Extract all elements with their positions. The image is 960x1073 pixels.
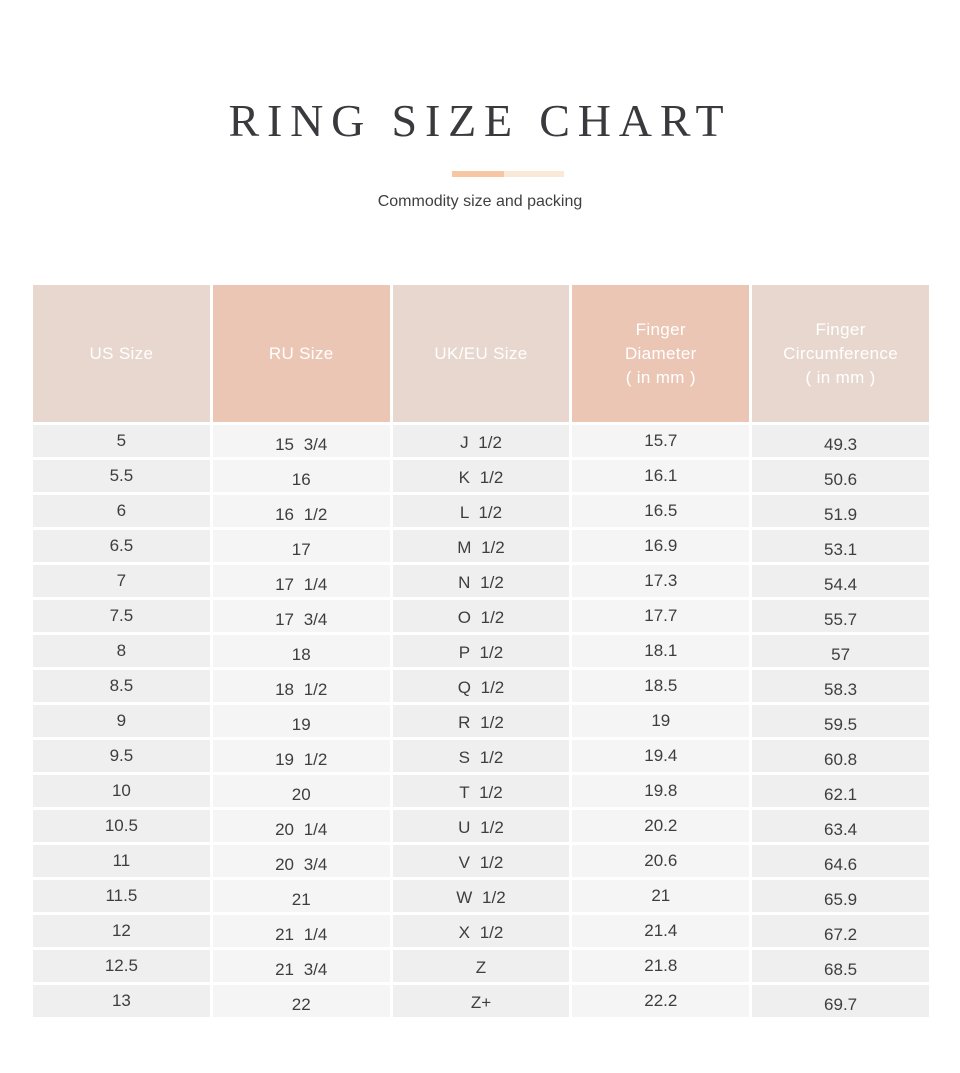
- table-cell: 20 1/4: [213, 810, 390, 842]
- table-cell: 18: [213, 635, 390, 667]
- table-cell: 20: [213, 775, 390, 807]
- table-cell: 17.3: [572, 565, 749, 597]
- table-cell: 58.3: [752, 670, 929, 702]
- divider-accent-right: [504, 171, 564, 177]
- table-cell: 9.5: [33, 740, 210, 772]
- page-subtitle: Commodity size and packing: [377, 193, 583, 210]
- table-cell: M 1/2: [393, 530, 570, 562]
- table-cell: 12.5: [33, 950, 210, 982]
- table-cell: 15 3/4: [213, 425, 390, 457]
- table-cell: 5.5: [33, 460, 210, 492]
- table-cell: 5: [33, 425, 210, 457]
- table-cell: 16.9: [572, 530, 749, 562]
- table-cell: 54.4: [752, 565, 929, 597]
- table-cell: 19.8: [572, 775, 749, 807]
- table-cell: 10: [33, 775, 210, 807]
- table-cell: W 1/2: [393, 880, 570, 912]
- table-cell: 50.6: [752, 460, 929, 492]
- column-header-us-size: US Size: [33, 285, 210, 422]
- table-body: [33, 425, 929, 1017]
- column-header-uk-eu-size: UK/EU Size: [393, 285, 570, 422]
- table-cell: K 1/2: [393, 460, 570, 492]
- table-cell: 10.5: [33, 810, 210, 842]
- table-cell: 18.1: [572, 635, 749, 667]
- column-header-finger-diameter: Finger Diameter ( in mm ): [572, 285, 749, 422]
- table-cell: 16.5: [572, 495, 749, 527]
- table-cell: 8: [33, 635, 210, 667]
- table-cell: X 1/2: [393, 915, 570, 947]
- table-cell: 12: [33, 915, 210, 947]
- table-cell: 67.2: [752, 915, 929, 947]
- table-cell: 65.9: [752, 880, 929, 912]
- table-cell: Z+: [393, 985, 570, 1017]
- table-cell: 6.5: [33, 530, 210, 562]
- table-cell: Z: [393, 950, 570, 982]
- table-cell: 16.1: [572, 460, 749, 492]
- table-cell: 49.3: [752, 425, 929, 457]
- table-cell: 19: [213, 705, 390, 737]
- title-divider: [452, 171, 564, 177]
- table-cell: 21 3/4: [213, 950, 390, 982]
- table-cell: Q 1/2: [393, 670, 570, 702]
- table-cell: 22: [213, 985, 390, 1017]
- table-cell: O 1/2: [393, 600, 570, 632]
- table-cell: 21: [572, 880, 749, 912]
- table-cell: 64.6: [752, 845, 929, 877]
- table-cell: R 1/2: [393, 705, 570, 737]
- table-cell: 16 1/2: [213, 495, 390, 527]
- table-cell: 13: [33, 985, 210, 1017]
- table-cell: 63.4: [752, 810, 929, 842]
- table-cell: 62.1: [752, 775, 929, 807]
- table-cell: 68.5: [752, 950, 929, 982]
- table-cell: 57: [752, 635, 929, 667]
- table-cell: 19.4: [572, 740, 749, 772]
- table-cell: 21: [213, 880, 390, 912]
- table-cell: 17.7: [572, 600, 749, 632]
- table-cell: 6: [33, 495, 210, 527]
- table-cell: 17: [213, 530, 390, 562]
- table-cell: 15.7: [572, 425, 749, 457]
- column-header-finger-circumference: Finger Circumference ( in mm ): [752, 285, 929, 422]
- table-cell: 59.5: [752, 705, 929, 737]
- divider-accent-left: [452, 171, 504, 177]
- table-cell: 21.8: [572, 950, 749, 982]
- table-cell: 21.4: [572, 915, 749, 947]
- table-cell: J 1/2: [393, 425, 570, 457]
- table-cell: 51.9: [752, 495, 929, 527]
- table-cell: 17 1/4: [213, 565, 390, 597]
- table-cell: 7: [33, 565, 210, 597]
- table-cell: 17 3/4: [213, 600, 390, 632]
- table-cell: 53.1: [752, 530, 929, 562]
- column-header-ru-size: RU Size: [213, 285, 390, 422]
- table-cell: 9: [33, 705, 210, 737]
- table-cell: P 1/2: [393, 635, 570, 667]
- table-cell: 20 3/4: [213, 845, 390, 877]
- table-cell: 8.5: [33, 670, 210, 702]
- table-cell: 16: [213, 460, 390, 492]
- table-cell: V 1/2: [393, 845, 570, 877]
- table-header-row: [33, 285, 929, 422]
- table-cell: N 1/2: [393, 565, 570, 597]
- table-cell: 21 1/4: [213, 915, 390, 947]
- table-cell: 18.5: [572, 670, 749, 702]
- table-cell: 11: [33, 845, 210, 877]
- table-cell: 19 1/2: [213, 740, 390, 772]
- table-cell: T 1/2: [393, 775, 570, 807]
- table-cell: U 1/2: [393, 810, 570, 842]
- ring-size-table: [33, 285, 929, 1017]
- table-cell: 18 1/2: [213, 670, 390, 702]
- table-cell: 7.5: [33, 600, 210, 632]
- table-cell: 69.7: [752, 985, 929, 1017]
- table-cell: 22.2: [572, 985, 749, 1017]
- table-cell: 19: [572, 705, 749, 737]
- table-cell: 55.7: [752, 600, 929, 632]
- table-cell: L 1/2: [393, 495, 570, 527]
- table-cell: 60.8: [752, 740, 929, 772]
- table-cell: 20.6: [572, 845, 749, 877]
- table-cell: 11.5: [33, 880, 210, 912]
- table-cell: 20.2: [572, 810, 749, 842]
- page-title: RING SIZE CHART: [228, 95, 732, 146]
- table-cell: S 1/2: [393, 740, 570, 772]
